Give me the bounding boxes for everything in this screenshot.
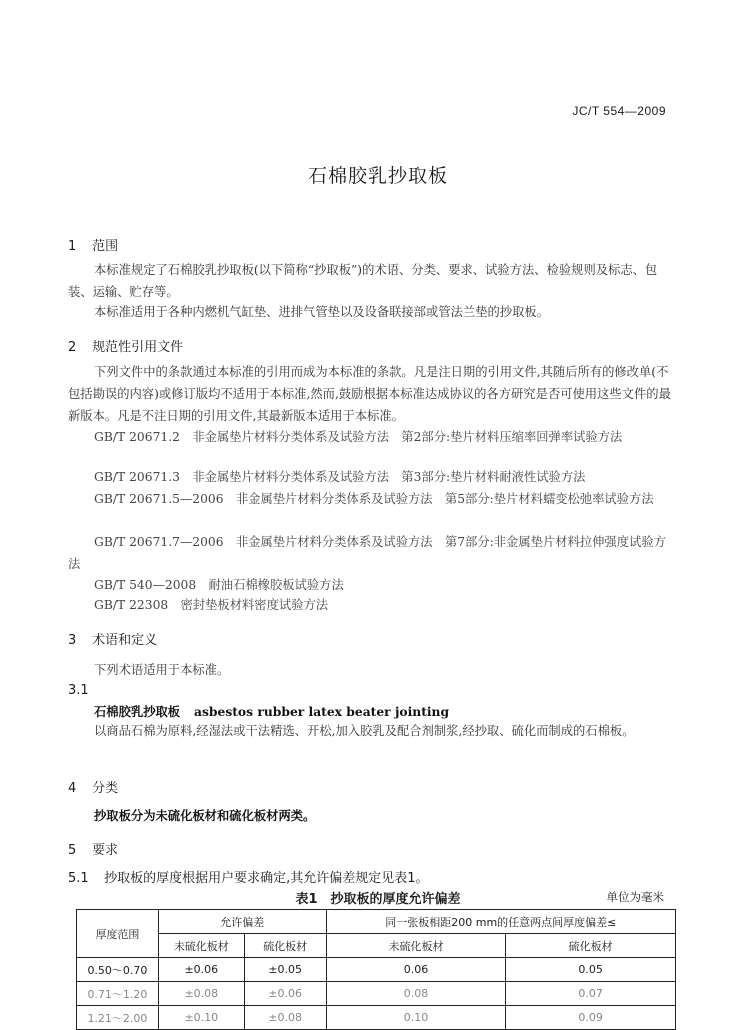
cell-allowed-unvulcanized: ±0.06 (158, 958, 244, 982)
header-unvulcanized: 未硫化板材 (158, 934, 244, 958)
section-4-heading (68, 777, 118, 796)
table-header-row (77, 910, 676, 934)
section-3-title: 术语和定义 (92, 633, 158, 648)
thickness-tolerance-table (76, 909, 676, 1030)
term-chinese: 石棉胶乳抄取板 (94, 704, 181, 719)
table-row (77, 1006, 676, 1030)
term-english: asbestos rubber latex beater jointing (194, 704, 450, 719)
section-4-text: 抄取板分为未硫化板材和硫化板材两类。 (94, 808, 316, 823)
standard-code: JC/T 554—2009 (572, 104, 666, 118)
section-1-paragraph-1: 本标准规定了石棉胶乳抄取板(以下简称“抄取板”)的术语、分类、要求、试验方法、检验规则及标志、包装、运输、贮存等。 (68, 263, 658, 299)
cell-allowed-unvulcanized: ±0.10 (158, 1006, 244, 1030)
cell-same-sheet-unvulcanized: 0.08 (326, 982, 506, 1006)
table-row (77, 982, 676, 1006)
section-5-title: 要求 (92, 843, 119, 858)
section-1-heading (68, 235, 118, 254)
cell-range: 1.21～2.00 (77, 1006, 159, 1030)
section-2-title: 规范性引用文件 (92, 340, 184, 355)
term-definition: 以商品石棉为原料,经湿法或干法精选、开松,加入胶乳及配合剂制浆,经抄取、硫化而制成的石棉板。 (94, 724, 635, 738)
header-allowed-deviation: 允许偏差 (158, 910, 326, 934)
cell-allowed-vulcanized: ±0.08 (244, 1006, 326, 1030)
section-5-heading (68, 839, 118, 858)
header-vulcanized: 硫化板材 (506, 934, 676, 958)
section-5-number: 5 (68, 843, 77, 858)
header-same-sheet-deviation: 同一张板相距200 mm的任意两点间厚度偏差≤ (326, 910, 675, 934)
subsection-5-1-text: 抄取板的厚度根据用户要求确定,其允许偏差规定见表1。 (104, 871, 429, 886)
cell-same-sheet-vulcanized: 0.07 (506, 982, 676, 1006)
subsection-3-1-number: 3.1 (68, 683, 89, 698)
section-1-number: 1 (68, 239, 77, 254)
header-thickness-range: 厚度范围 (77, 910, 159, 958)
reference-item: GB/T 540—2008 耐油石棉橡胶板试验方法 (94, 578, 344, 592)
section-2-heading (68, 336, 183, 355)
table-caption: 表1 抄取板的厚度允许偏差 (295, 892, 461, 907)
table-subheader-row (77, 934, 676, 958)
section-3-heading (68, 629, 157, 648)
cell-range: 0.50～0.70 (77, 958, 159, 982)
reference-item: GB/T 20671.7—2006 非金属垫片材料分类体系及试验方法 第7部分:非金属垫片材料拉伸强度试验方法 (68, 535, 666, 571)
cell-allowed-unvulcanized: ±0.08 (158, 982, 244, 1006)
header-vulcanized: 硫化板材 (244, 934, 326, 958)
reference-item: GB/T 22308 密封垫板材料密度试验方法 (94, 598, 329, 612)
section-1-title: 范围 (92, 239, 119, 254)
cell-allowed-vulcanized: ±0.05 (244, 958, 326, 982)
reference-item: GB/T 20671.5—2006 非金属垫片材料分类体系及试验方法 第5部分:垫片材料蠕变松弛率试验方法 (94, 492, 654, 506)
section-4-number: 4 (68, 781, 77, 796)
reference-item: GB/T 20671.2 非金属垫片材料分类体系及试验方法 第2部分:垫片材料压缩率回弹率试验方法 (94, 430, 623, 444)
cell-allowed-vulcanized: ±0.06 (244, 982, 326, 1006)
cell-same-sheet-unvulcanized: 0.10 (326, 1006, 506, 1030)
section-2-paragraph: 下列文件中的条款通过本标准的引用而成为本标准的条款。凡是注日期的引用文件,其随后所有的修改单(不包括勘误的内容)或修订版均不适用于本标准,然而,鼓励根据本标准达成协议的各方研究是否可使用这些文件的最新版本。凡是不注日期的引用文件,其最新版本适用于本标准。 (68, 365, 671, 423)
reference-item: GB/T 20671.3 非金属垫片材料分类体系及试验方法 第3部分:垫片材料耐液性试验方法 (94, 470, 586, 484)
subsection-5-1 (68, 867, 429, 886)
section-3-number: 3 (68, 633, 77, 648)
header-unvulcanized: 未硫化板材 (326, 934, 506, 958)
section-1-paragraph-2: 本标准适用于各种内燃机气缸垫、进排气管垫以及设备联接部或管法兰垫的抄取板。 (94, 305, 549, 319)
section-2-number: 2 (68, 340, 77, 355)
term-entry (94, 702, 449, 720)
cell-range: 0.71～1.20 (77, 982, 159, 1006)
cell-same-sheet-vulcanized: 0.09 (506, 1006, 676, 1030)
table-row (77, 958, 676, 982)
section-4-title: 分类 (92, 781, 119, 796)
cell-same-sheet-unvulcanized: 0.06 (326, 958, 506, 982)
table-unit: 单位为毫米 (606, 890, 664, 904)
subsection-5-1-number: 5.1 (68, 871, 89, 886)
document-title: 石棉胶乳抄取板 (307, 165, 448, 187)
cell-same-sheet-vulcanized: 0.05 (506, 958, 676, 982)
section-3-intro: 下列术语适用于本标准。 (94, 663, 230, 677)
